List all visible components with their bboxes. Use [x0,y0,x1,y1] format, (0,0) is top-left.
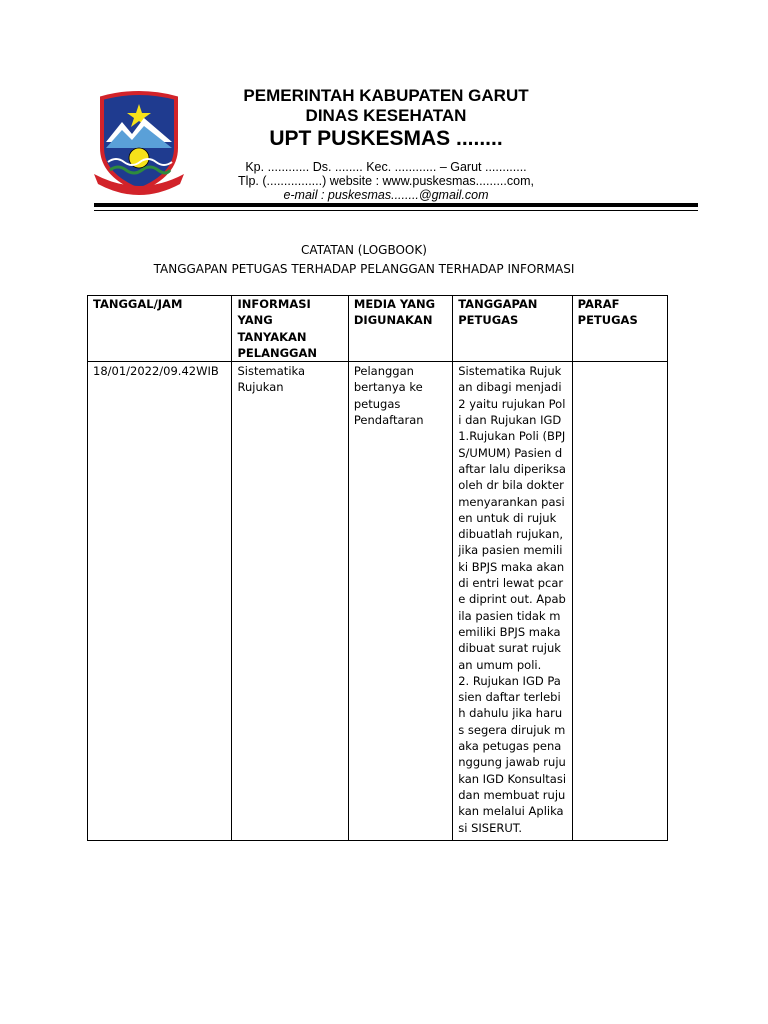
government-name: PEMERINTAH KABUPATEN GARUT [243,86,529,105]
letterhead [200,86,572,202]
email-line: e-mail : puskesmas........@gmail.com [283,188,489,202]
letterhead-divider-thin [94,210,698,211]
department-name: DINAS KESEHATAN [305,106,467,125]
table-row [88,362,668,841]
header-response: TANGGAPAN PETUGAS [453,296,572,362]
header-info: INFORMASI YANG TANYAKAN PELANGGAN [232,296,348,362]
cell-response: Sistematika Rujukan dibagi menjadi 2 yaitu rujukan Poli dan Rujukan IGD 1.Rujukan Poli (BPJS/UMUM) Pasien daftar lalu diperiksa oleh dr bila dokter menyarankan pasien untuk di rujuk dibuatlah rujukan, jika pasien memiliki BPJS maka akan di entri lewat pcare diprint out. Apabila pasien tidak memiliki BPJS maka dibuat surat rujukan umum poli. 2. Rujukan IGD Pasien daftar terlebih dahulu jika harus segera dirujuk maka petugas penanggung jawab rujukan IGD Konsultasi dan membuat rujukan melalui Aplikasi SISERUT. [453,362,572,841]
logbook-table [87,295,668,841]
table-header-row [88,296,668,362]
letterhead-divider-thick [94,203,698,207]
header-date: TANGGAL/JAM [88,296,232,362]
cell-media: Pelanggan bertanya ke petugas Pendaftaran [348,362,452,841]
cell-date: 18/01/2022/09.42WIB [88,362,232,841]
header-signature: PARAF PETUGAS [572,296,667,362]
contact-line: Tlp. (................) website : www.puskesmas.........com, [238,174,534,188]
institution-name: UPT PUSKESMAS ........ [269,127,503,150]
document-title: CATATAN (LOGBOOK) [301,243,427,257]
cell-info: Sistematika Rujukan [232,362,348,841]
cell-signature [572,362,667,841]
address-line: Kp. ............ Ds. ........ Kec. ............ – Garut ............ [245,160,527,174]
government-logo [92,90,186,198]
document-subtitle: TANGGAPAN PETUGAS TERHADAP PELANGGAN TERHADAP INFORMASI [153,262,575,276]
header-media: MEDIA YANG DIGUNAKAN [348,296,452,362]
